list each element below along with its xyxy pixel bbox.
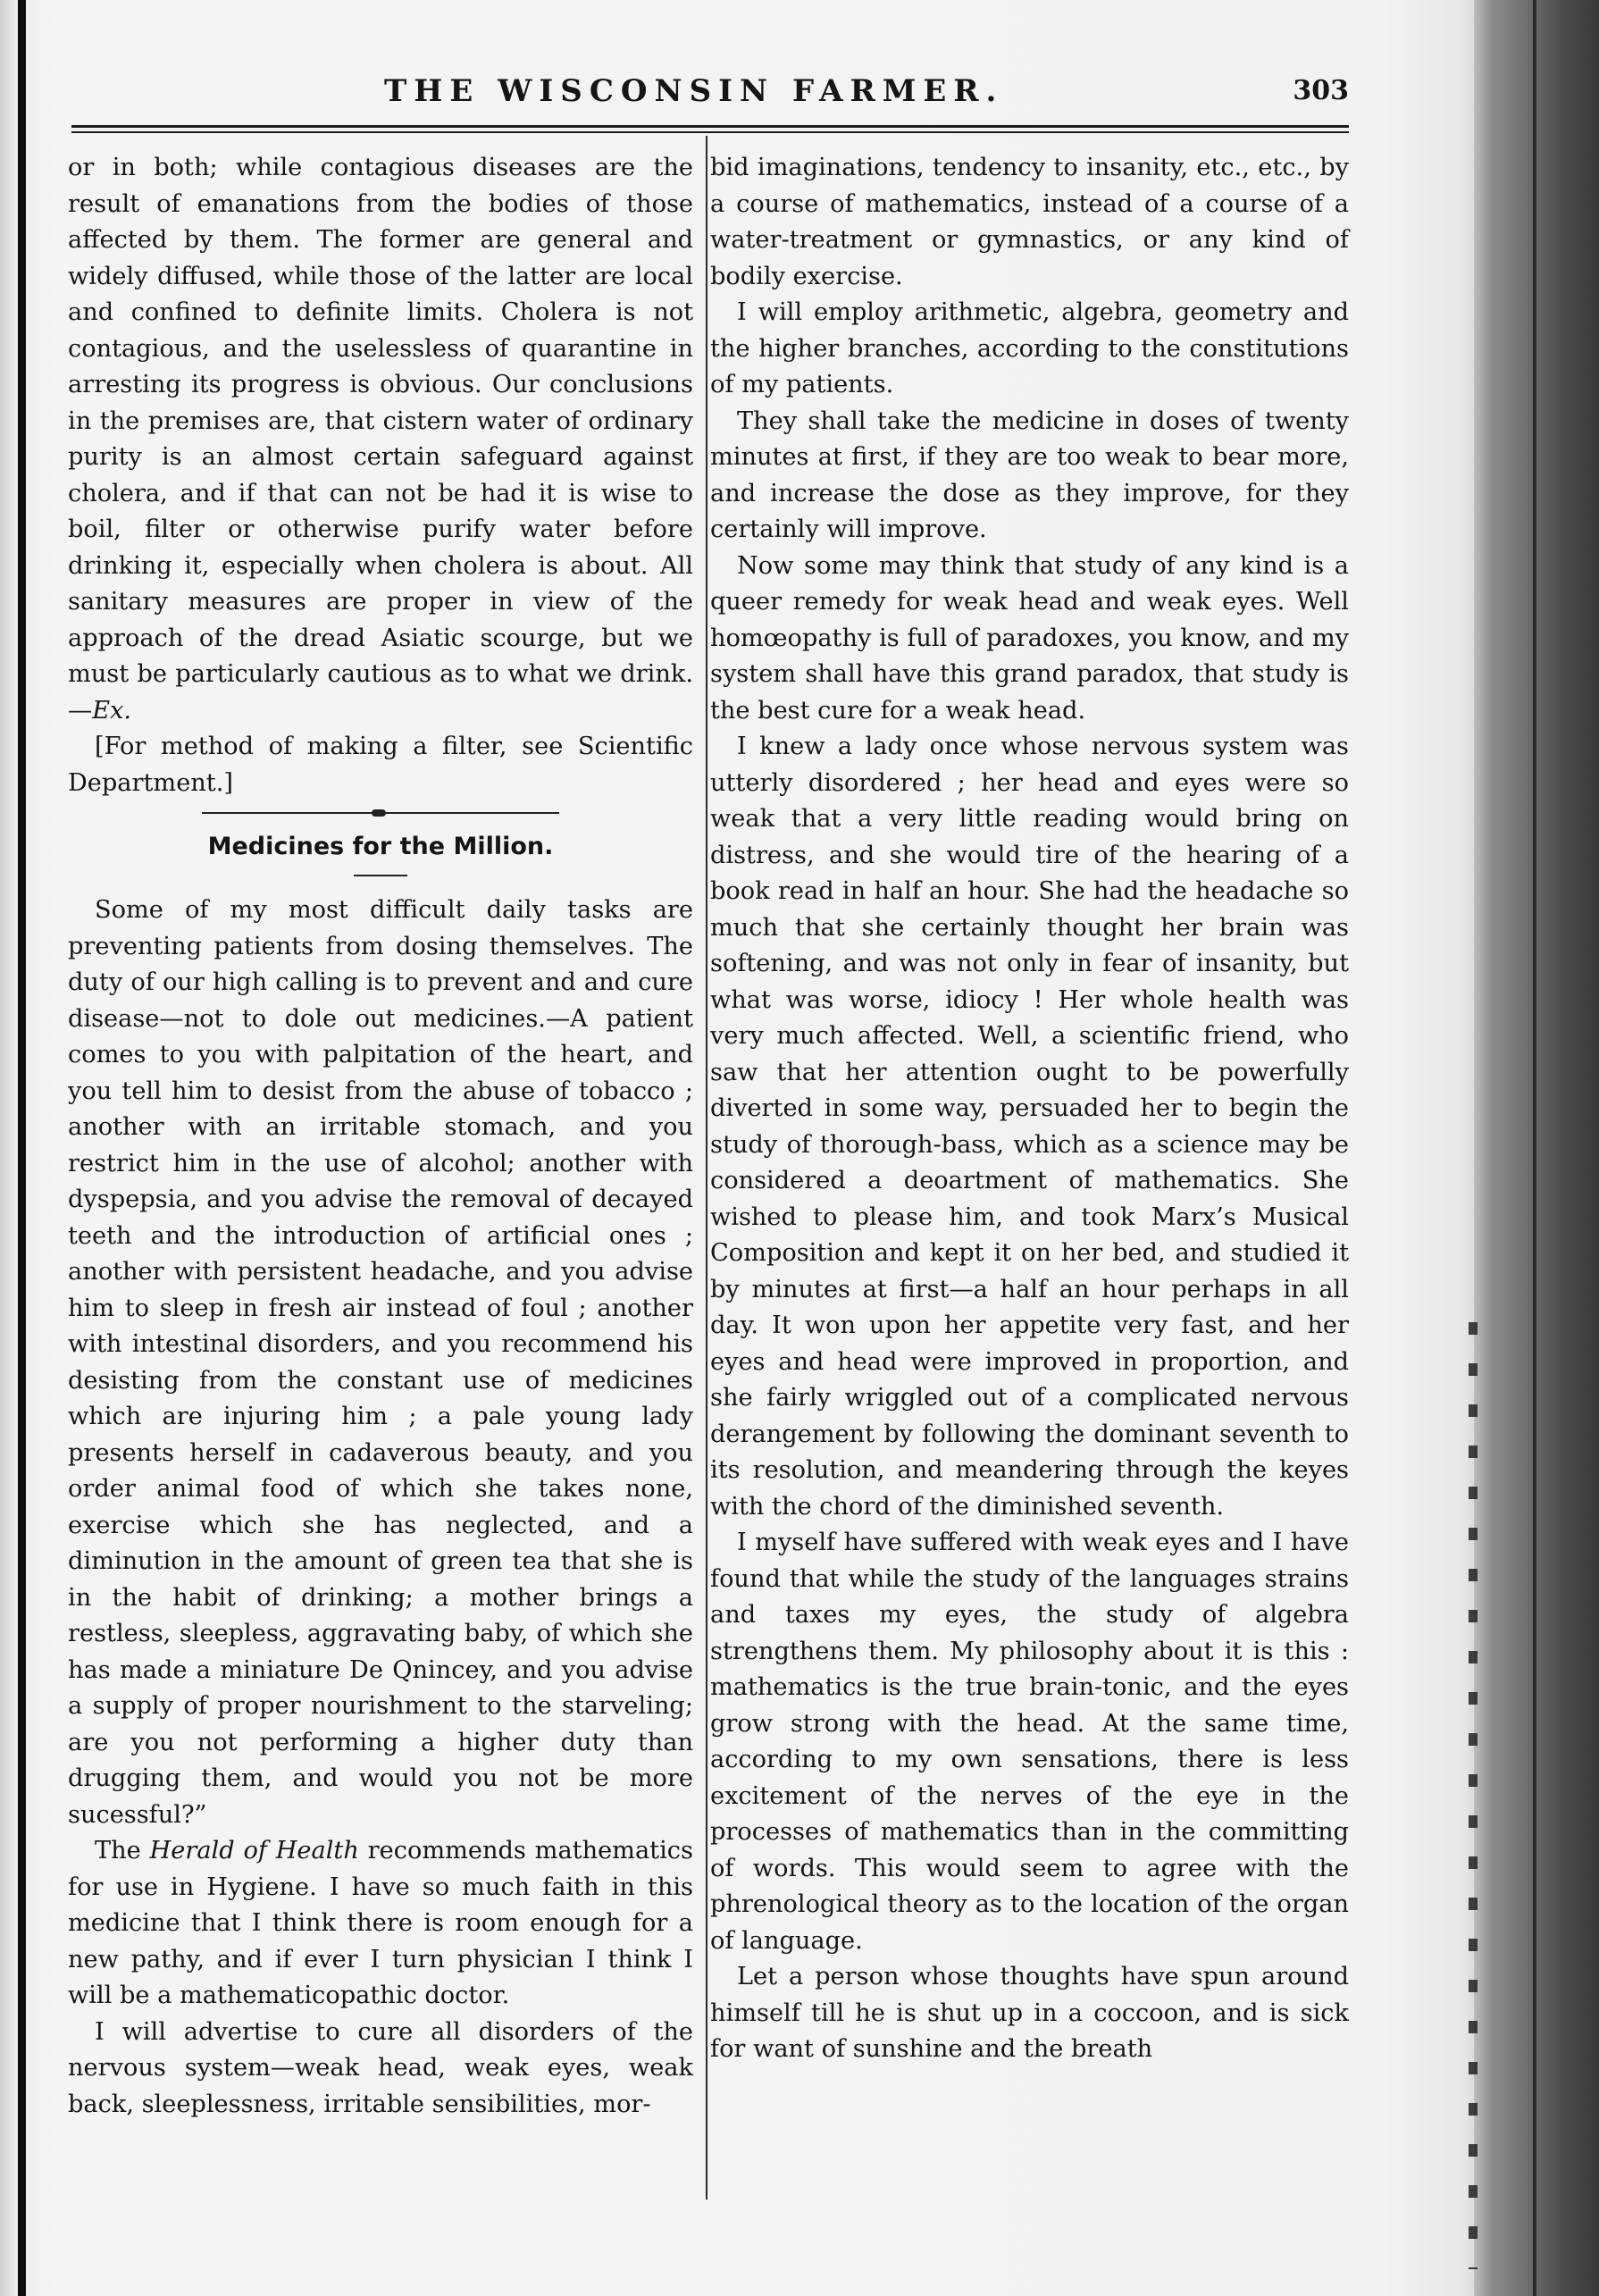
paragraph: Let a person whose thoughts have spun around himself till he is shut up in a coccoon, and is sick for want of sunshine and the breath bbox=[710, 1963, 1349, 2063]
source-abbreviation: Ex. bbox=[92, 696, 132, 725]
paragraph: They shall take the medicine in doses of twenty minutes at first, if they are too weak to bear more, and increase the dose as they improve, for they certainly will improve. bbox=[710, 406, 1349, 543]
book-spine bbox=[1474, 0, 1599, 2296]
paragraph: or in both; while contagious diseases are the result of emanations from the bodies of those affected by them. The former are general and widely diffused, while those of the latter are local and confined to definite limits. Cholera is not contagious, and the uselessless of quarantine in arresting its progress is obvious. Our conclusions in the premises are, that cistern water of ordinary purity is an almost certain safeguard against cholera, and if that can not be had it is wise to boil, filter or otherwise purify water before drinking it, especially when cholera is about. All sanitary measures are proper in view of the approach of the dread Asiatic scourge, but we must be particularly cautious as to what we drink.—Ex. bbox=[68, 154, 693, 725]
publication-title: Herald of Health bbox=[149, 1837, 359, 1864]
left-column bbox=[68, 150, 693, 2123]
spine-shadow-line bbox=[1533, 0, 1536, 2296]
paragraph: bid imaginations, tendency to insanity, etc., etc., by a course of mathematics, instead of a course of a water-treatment or gymnastics, or any kind of bodily exercise. bbox=[710, 154, 1349, 290]
paragraph: I myself have suffered with weak eyes and I have found that while the study of the languages strains and taxes my eyes, the study of algebra strengthens them. My philosophy about it is this : mathematics is the true brain-tonic, and the eyes grow strong with the head. At the same time, according to my own sensations, there is less excitement of the nerves of the eye in the processes of mathematics than in the committing of words. This would seem to agree with the phrenological theory as to the location of the organ of language. bbox=[710, 1529, 1349, 1955]
section-heading: Medicines for the Million. bbox=[207, 833, 554, 860]
page-number: 303 bbox=[1293, 75, 1349, 106]
spine-marks bbox=[1469, 1322, 1478, 2269]
running-title: THE WISCONSIN FARMER. bbox=[384, 73, 1004, 109]
paragraph: I knew a lady once whose nervous system was utterly disordered ; her head and eyes were so weak that a very little reading would bring on distress, and she would tire of the hearing of a book read in half an hour. She had the headache so much that she certainly thought her brain was softening, and was not only in fear of insanity, but what was worse, idiocy ! Her whole health was very much affected. Well, a scientific friend, who saw that her attention ought to be powerfully diverted in some way, persuaded her to begin the study of thorough-bass, which as a science may be considered a deoartment of mathematics. She wished to please him, and took Marx’s Musical Composition and kept it on her bed, and studied it by minutes at first—a half an hour perhaps in all day. It won upon her appetite very fast, and her eyes and head were improved in proportion, and she fairly wriggled out of a complicated nervous derangement by following the dominant seventh to its resolution, and meandering through the keyes with the chord of the diminished seventh. bbox=[710, 733, 1349, 1521]
heading-ornament-rule bbox=[202, 812, 559, 814]
heading-short-rule bbox=[354, 875, 407, 876]
column-divider bbox=[706, 136, 707, 2200]
page-left-edge bbox=[18, 0, 26, 2296]
paragraph: The Herald of Health recommends mathematics for use in Hygiene. I have so much faith in this medicine that I think there is room enough for a new pathy, and if ever I turn physician I think I will be a mathematicopathic doctor. bbox=[68, 1837, 693, 2009]
right-column bbox=[710, 150, 1349, 2068]
paragraph: Some of my most difficult daily tasks are preventing patients from dosing themselves. The duty of our high calling is to prevent and and cure disease—not to dole out medicines.—A patient comes to you with palpitation of the heart, and you tell him to desist from the abuse of tobacco ; another with an irritable stomach, and you restrict him in the use of alcohol; another with dyspepsia, and you advise the removal of decayed teeth and the introduction of artificial ones ; another with persistent headache, and you advise him to sleep in fresh air instead of foul ; another with intestinal disorders, and you recommend his desisting from the constant use of medicines which are injuring him ; a pale young lady presents herself in cadaverous beauty, and you order animal food of which she takes none, exercise which she has neglected, and a diminution in the amount of green tea that she is in the habit of drinking; a mother brings a restless, sleepless, aggravating baby, of which she has made a miniature De Qnincey, and you advise a supply of proper nourishment to the starveling; are you not performing a higher duty than drugging them, and would you not be more sucessful?” bbox=[68, 896, 693, 1829]
paragraph: I will advertise to cure all disorders of the nervous system—weak head, weak eyes, weak back, sleeplessness, irritable sensibilities, mor- bbox=[68, 2017, 693, 2118]
paragraph: [For method of making a filter, see Scientific Department.] bbox=[68, 733, 693, 797]
section-heading-block bbox=[68, 812, 693, 876]
header-rule-bottom bbox=[71, 131, 1349, 133]
page-header bbox=[71, 70, 1349, 118]
paragraph: Now some may think that study of any kind is a queer remedy for weak head and weak eyes. Well homœopathy is full of paradoxes, you know, and my system shall have this grand paradox, that study is the best cure for a weak head. bbox=[710, 551, 1349, 725]
paragraph: I will employ arithmetic, algebra, geometry and the higher branches, according to the constitutions of my patients. bbox=[710, 298, 1349, 398]
header-rule-top bbox=[71, 125, 1349, 128]
